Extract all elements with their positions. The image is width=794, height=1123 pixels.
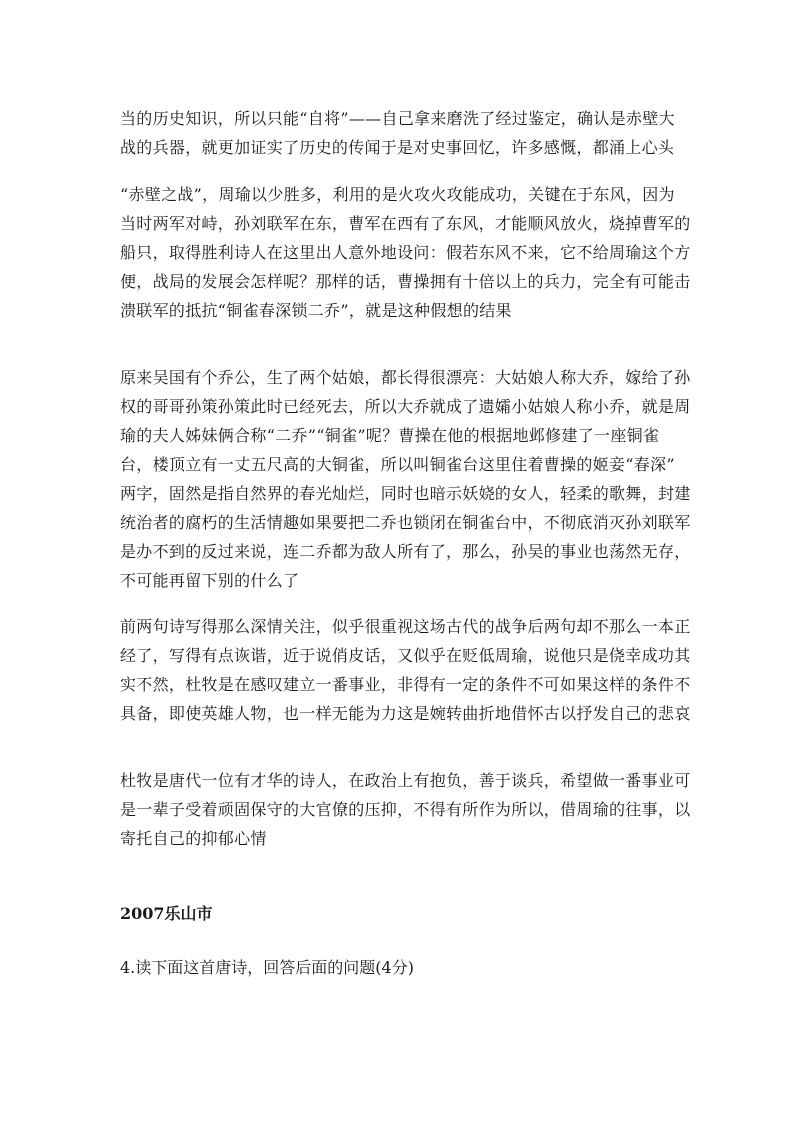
text-line: 两字，固然是指自然界的春光灿烂，同时也暗示妖娆的女人，轻柔的歌舞，封建	[120, 484, 691, 503]
text-line: 战的兵器，就更加证实了历史的传闻于是对史事回忆，许多感慨，都涌上心头	[120, 138, 675, 157]
text-line: 经了，写得有点诙谐，近于说俏皮话，又似乎在贬低周瑜，说他只是侥幸成功其	[120, 646, 691, 665]
text-line: 当的历史知识，所以只能“自将”——自己拿来磨洗了经过鉴定，确认是赤壁大	[120, 109, 675, 128]
text-line: “赤壁之战”，周瑜以少胜多，利用的是火攻火攻能成功，关键在于东风，因为	[120, 185, 675, 204]
text-line: 杜牧是唐代一位有才华的诗人，在政治上有抱负，善于谈兵，希望做一番事业可	[120, 771, 691, 790]
text-line: 是办不到的反过来说，连二乔都为敌人所有了，那么，孙吴的事业也荡然无存，	[120, 542, 691, 561]
section-heading: 2007乐山市	[120, 904, 213, 923]
text-line: 便，战局的发展会怎样呢？那样的话，曹操拥有十倍以上的兵力，完全有可能击	[120, 272, 691, 291]
text-line: 船只，取得胜利诗人在这里出人意外地设问：假若东风不来，它不给周瑜这个方	[120, 243, 691, 262]
text-line: 统治者的腐朽的生活情趣如果要把二乔也锁闭在铜雀台中，不彻底消灭孙刘联军	[120, 513, 691, 532]
text-line: 原来吴国有个乔公，生了两个姑娘，都长得很漂亮：大姑娘人称大乔，嫁给了孙	[120, 368, 691, 387]
text-line: 具备，即使英雄人物，也一样无能为力这是婉转曲折地借怀古以抒发自己的悲哀	[120, 704, 691, 723]
paragraph-2	[120, 180, 691, 325]
text-line: 溃联军的抵抗“铜雀春深锁二乔”，就是这种假想的结果	[120, 301, 512, 320]
text-line: 不可能再留下别的什么了	[120, 571, 300, 590]
paragraph-1	[120, 104, 680, 162]
text-line: 当时两军对峙，孙刘联军在东，曹军在西有了东风，才能顺风放火，烧掉曹军的	[120, 214, 691, 233]
paragraph-4	[120, 612, 691, 728]
question-prompt: 4.读下面这首唐诗，回答后面的问题(4分)	[120, 958, 414, 977]
text-line: 寄托自己的抑郁心情	[120, 829, 267, 848]
text-line: 权的哥哥孙策孙策此时已经死去，所以大乔就成了遗孀小姑娘人称小乔，就是周	[120, 397, 691, 416]
text-line: 是一辈子受着顽固保守的大官僚的压抑，不得有所作为所以，借周瑜的往事，以	[120, 800, 691, 819]
text-line: 瑜的夫人姊妹俩合称“二乔”“铜雀”呢？曹操在他的根据地邺修建了一座铜雀	[120, 426, 660, 445]
paragraph-5	[120, 766, 691, 853]
text-line: 前两句诗写得那么深情关注，似乎很重视这场古代的战争后两句却不那么一本正	[120, 617, 691, 636]
text-line: 实不然，杜牧是在感叹建立一番事业，非得有一定的条件不可如果这样的条件不	[120, 675, 691, 694]
paragraph-3	[120, 363, 691, 595]
text-line: 台，楼顶立有一丈五尺高的大铜雀，所以叫铜雀台这里住着曹操的姬妾“春深”	[120, 455, 675, 474]
